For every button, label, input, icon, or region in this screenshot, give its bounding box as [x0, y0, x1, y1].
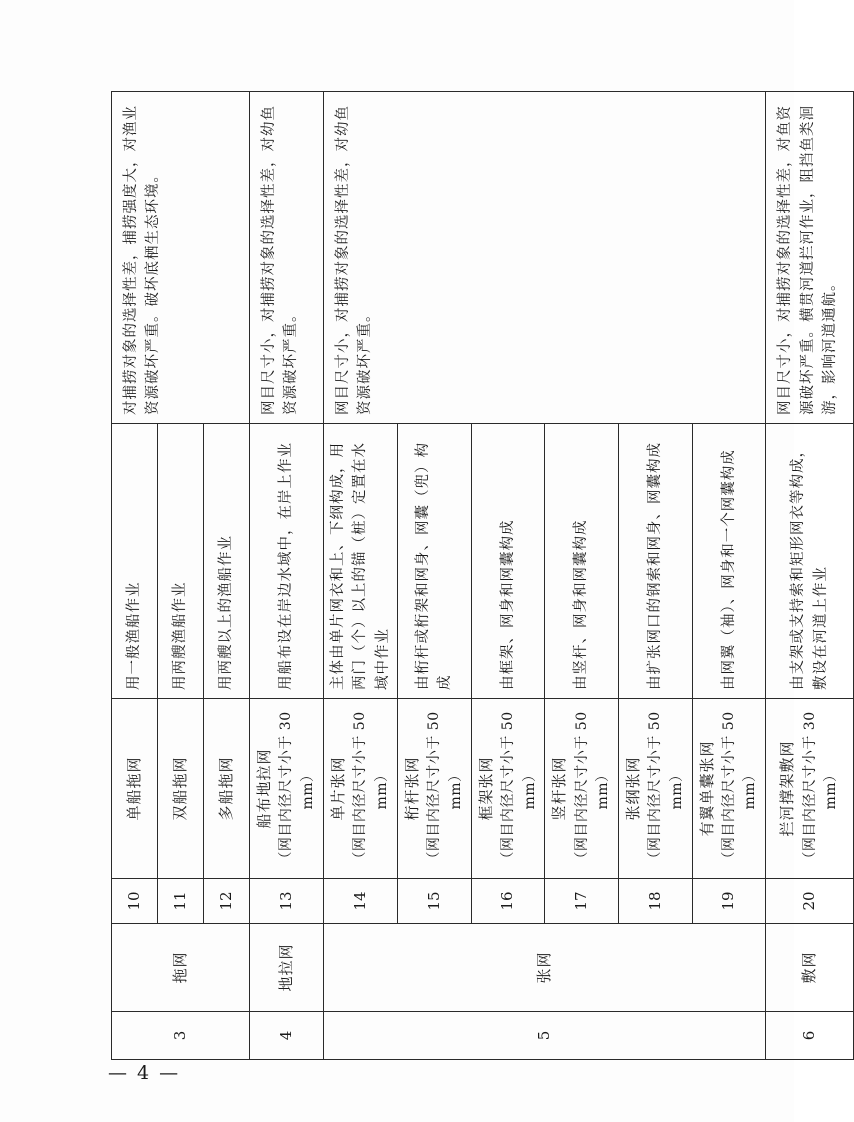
table-row	[323, 92, 397, 1060]
mesh-size-note: （网目内径尺寸小于 30 mm）	[801, 711, 840, 866]
gear-description: 用两艘渔船作业	[158, 424, 204, 699]
gear-evaluation: 网目尺寸小，对捕捞对象的选择性差，对幼鱼资源破坏严重。	[323, 92, 766, 424]
gear-name-main: 船布地拉网	[255, 748, 273, 829]
table-row	[766, 92, 854, 1060]
gear-description: 用船布设在岸边水域中，在岸上作业	[250, 424, 324, 699]
gear-type: 敷网	[766, 924, 854, 1012]
item-number: 15	[398, 879, 472, 924]
type-number: 3	[112, 1012, 250, 1060]
fishing-gear-table	[111, 91, 854, 1060]
gear-name-main: 单片张网	[329, 756, 348, 821]
gear-evaluation: 网目尺寸小，对捕捞对象的选择性差，对幼鱼资源破坏严重。	[250, 92, 324, 424]
gear-name	[545, 699, 619, 879]
gear-type: 张网	[323, 924, 766, 1012]
mesh-size-note: （网目内径尺寸小于 50 mm）	[647, 711, 685, 866]
gear-name-main: 竖杆张网	[550, 756, 569, 821]
gear-name	[766, 699, 854, 879]
item-number: 12	[204, 879, 250, 924]
gear-description: 由桁杆或桁架和网身、网囊（兜）构成	[398, 424, 472, 699]
gear-name: 单船拖网	[112, 699, 158, 879]
gear-name-main: 张纲张网	[623, 756, 642, 821]
mesh-size-note: （网目内径尺寸小于 50 mm）	[573, 711, 612, 866]
gear-type: 地拉网	[250, 924, 324, 1012]
gear-type: 拖网	[112, 924, 250, 1012]
gear-description: 由支架或支持索和矩形网衣等构成，敷设在河道上作业	[766, 424, 854, 699]
type-number: 6	[766, 1012, 854, 1060]
item-number: 11	[158, 879, 204, 924]
item-number: 14	[323, 879, 397, 924]
item-number: 20	[766, 879, 854, 924]
gear-name-main: 框架张网	[476, 756, 495, 821]
gear-name	[250, 699, 324, 879]
gear-name	[618, 699, 692, 879]
item-number: 13	[250, 879, 324, 924]
type-number: 5	[323, 1012, 766, 1060]
mesh-size-note: （网目内径尺寸小于 50 mm）	[352, 711, 390, 866]
item-number: 19	[692, 879, 766, 924]
mesh-size-note: （网目内径尺寸小于 50 mm）	[720, 711, 759, 866]
gear-name	[692, 699, 766, 879]
gear-name-main: 拦河撑架敷网	[778, 740, 797, 837]
gear-evaluation: 网目尺寸小，对捕捞对象的选择性差，对鱼资源破坏严重。横贯河道拦河作业，阻挡鱼类洄游，影响河道通航。	[766, 92, 854, 424]
gear-evaluation: 对捕捞对象的选择性差，捕捞强度大，对渔业资源破坏严重。破坏底栖生态环境。	[112, 92, 250, 424]
gear-description: 用两艘以上的渔船作业	[204, 424, 250, 699]
gear-name: 多船拖网	[204, 699, 250, 879]
gear-name	[471, 699, 545, 879]
item-number: 10	[112, 879, 158, 924]
gear-name-main: 有翼单囊张网	[697, 740, 716, 837]
mesh-size-note: （网目内径尺寸小于 50 mm）	[426, 711, 464, 866]
page-number: — 4 —	[108, 1062, 181, 1084]
gear-name: 双船拖网	[158, 699, 204, 879]
gear-description: 主体由单片网衣和上、下纲构成，用两门（个）以上的锚（桩）定置在水域中作业	[323, 424, 397, 699]
gear-name	[323, 699, 397, 879]
mesh-size-note: （网目内径尺寸小于 30 mm）	[278, 711, 316, 866]
item-number: 16	[471, 879, 545, 924]
mesh-size-note: （网目内径尺寸小于 50 mm）	[499, 711, 538, 866]
gear-description: 由网翼（袖）、网身和一个网囊构成	[692, 424, 766, 699]
gear-description: 用一般渔船作业	[112, 424, 158, 699]
gear-description: 由扩张网口的钢索和网身、网囊构成	[618, 424, 692, 699]
item-number: 17	[545, 879, 619, 924]
rotated-table-container	[111, 92, 840, 1060]
gear-name-main: 桁杆张网	[403, 756, 422, 821]
gear-description: 由框架、网身和网囊构成	[471, 424, 545, 699]
gear-name	[398, 699, 472, 879]
item-number: 18	[618, 879, 692, 924]
type-number: 4	[250, 1012, 324, 1060]
gear-description: 由竖杆、网身和网囊构成	[545, 424, 619, 699]
table-row	[112, 92, 158, 1060]
table-row	[250, 92, 324, 1060]
